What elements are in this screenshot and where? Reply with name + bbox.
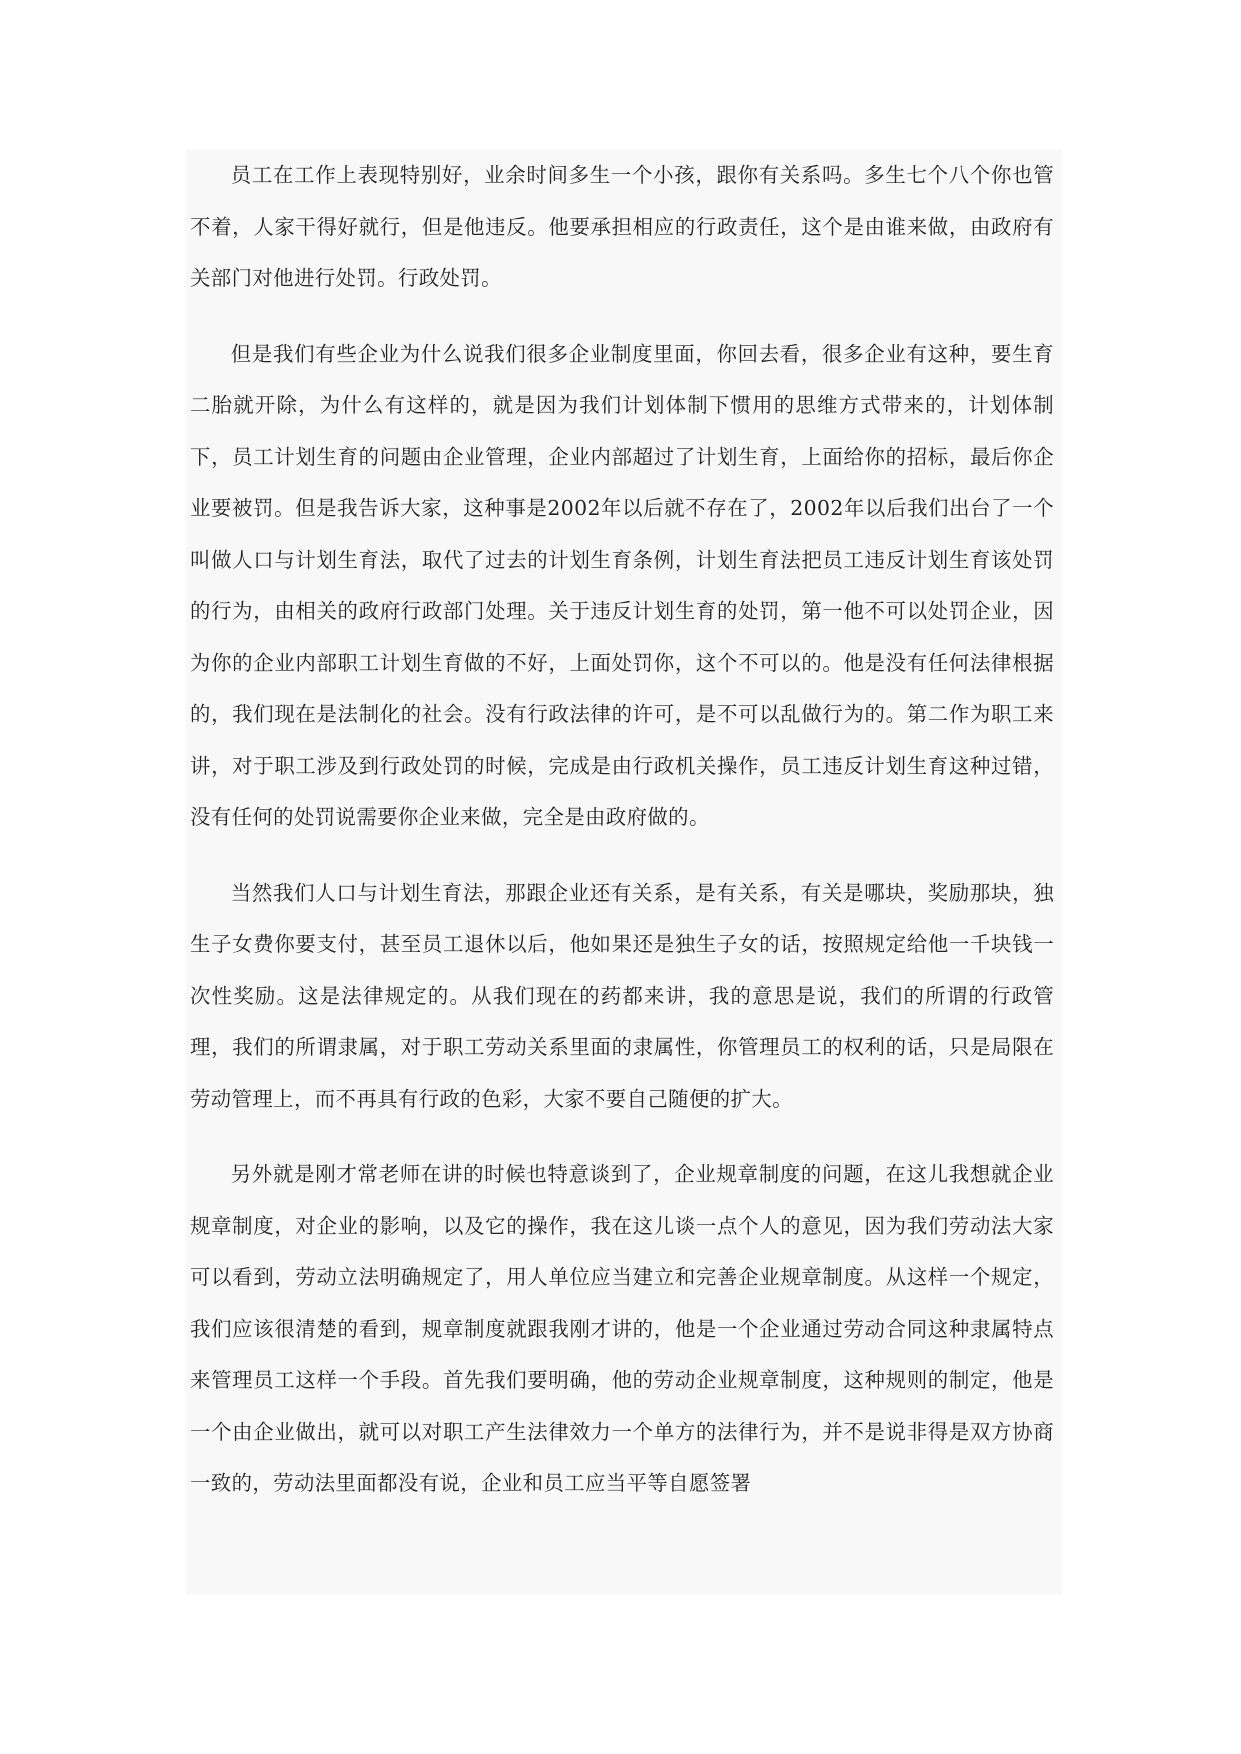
paragraph-4: 另外就是刚才常老师在讲的时候也特意谈到了，企业规章制度的问题，在这儿我想就企业规章制度，对企业的影响，以及它的操作，我在这儿谈一点个人的意见，因为我们劳动法大家可以看到，劳动立法明确规定了，用人单位应当建立和完善企业规章制度。从这样一个规定，我们应该很清楚的看到，规章制度就跟我刚才讲的，他是一个企业通过劳动合同这种隶属特点来管理员工这样一个手段。首先我们要明确，他的劳动企业规章制度，这种规则的制定，他是一个由企业做出，就可以对职工产生法律效力一个单方的法律行为，并不是说非得是双方协商一致的，劳动法里面都没有说，企业和员工应当平等自愿签署 (190, 1162, 1054, 1495)
paragraph-3: 当然我们人口与计划生育法，那跟企业还有关系，是有关系，有关是哪块，奖励那块，独生子女费你要支付，甚至员工退休以后，他如果还是独生子女的话，按照规定给他一千块钱一次性奖励。这是法律规定的。从我们现在的药都来讲，我的意思是说，我们的所谓的行政管理，我们的所谓隶属，对于职工劳动关系里面的隶属性，你管理员工的权利的话，只是局限在劳动管理上，而不再具有行政的色彩，大家不要自己随便的扩大。 (190, 880, 1054, 1111)
document-body (186, 150, 1062, 1594)
paragraph-1: 员工在工作上表现特别好，业余时间多生一个小孩，跟你有关系吗。多生七个八个你也管不着，人家干得好就行，但是他违反。他要承担相应的行政责任，这个是由谁来做，由政府有关部门对他进行处罚。行政处罚。 (190, 163, 1054, 290)
paragraph-2: 但是我们有些企业为什么说我们很多企业制度里面，你回去看，很多企业有这种，要生育二胎就开除，为什么有这样的，就是因为我们计划体制下惯用的思维方式带来的，计划体制下，员工计划生育的问题由企业管理，企业内部超过了计划生育，上面给你的招标，最后你企业要被罚。但是我告诉大家，这种事是2002年以后就不存在了，2002年以后我们出台了一个叫做人口与计划生育法，取代了过去的计划生育条例，计划生育法把员工违反计划生育该处罚的行为，由相关的政府行政部门处理。关于违反计划生育的处罚，第一他不可以处罚企业，因为你的企业内部职工计划生育做的不好，上面处罚你，这个不可以的。他是没有任何法律根据的，我们现在是法制化的社会。没有行政法律的许可，是不可以乱做行为的。第二作为职工来讲，对于职工涉及到行政处罚的时候，完成是由行政机关操作，员工违反计划生育这种过错，没有任何的处罚说需要你企业来做，完全是由政府做的。 (190, 341, 1054, 829)
